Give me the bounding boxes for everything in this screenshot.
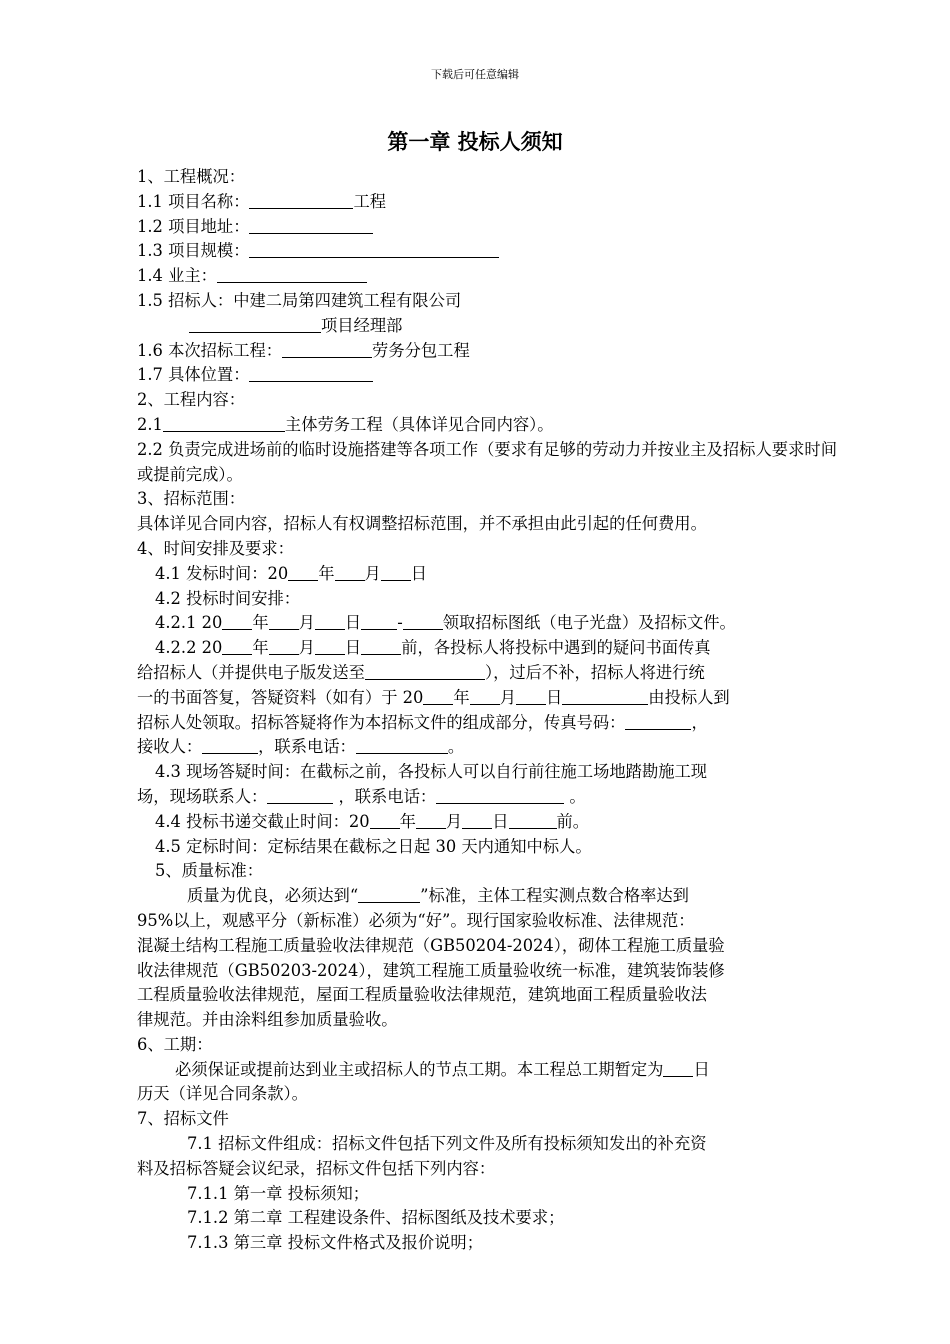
document-body xyxy=(137,165,837,1256)
blank xyxy=(470,687,500,705)
schedule-4-2-2-cont xyxy=(137,661,837,686)
text-fragment: 年 xyxy=(399,811,416,831)
text-fragment: 年 xyxy=(252,613,269,633)
quality-line-6: 律规范。并由涂料组参加质量验收。 xyxy=(137,1010,398,1030)
blank xyxy=(249,364,373,382)
text-fragment: 质量为优良，必须达到“ xyxy=(187,886,359,906)
duration-line-2: 历天（详见合同条款）。 xyxy=(137,1084,308,1104)
owner-line xyxy=(137,264,837,289)
blank xyxy=(436,786,564,804)
quality-line-3: 混凝土结构工程施工质量验收法律规范（GB50204-2024），砌体工程施工质量验 xyxy=(137,935,725,955)
text-fragment: ”标准，主体工程实测点数合格率达到 xyxy=(420,886,689,906)
blank xyxy=(315,612,345,630)
text-fragment: 日 xyxy=(693,1059,710,1079)
text-fragment: 。 xyxy=(447,737,465,757)
section-4-heading: 4、时间安排及要求： xyxy=(137,538,294,558)
quality-line-4: 收法律规范（GB50203-2024），建筑工程施工质量验收统一标准，建筑装饰装修 xyxy=(137,960,725,980)
text-fragment: 1.3 项目规模： xyxy=(137,241,250,261)
blank xyxy=(267,786,333,804)
text-fragment: ），过后不补，招标人将进行统 xyxy=(484,662,705,682)
text-fragment: 日 xyxy=(344,638,362,658)
docs-item-2: 7.1.2 第二章 工程建设条件、招标图纸及技术要求； xyxy=(187,1208,565,1228)
text-fragment: 1.7 具体位置： xyxy=(137,365,250,385)
docs-item-3: 7.1.3 第三章 投标文件格式及报价说明； xyxy=(187,1233,483,1253)
text-fragment: 招标人处领取。招标答疑将作为本招标文件的组成部分，传真号码： xyxy=(137,712,626,732)
site-contact-line xyxy=(137,785,837,810)
text-fragment: 项目经理部 xyxy=(321,315,403,335)
blank xyxy=(217,265,367,283)
text-fragment: 劳务分包工程 xyxy=(372,340,470,360)
blank xyxy=(562,687,648,705)
blank xyxy=(222,612,252,630)
text-fragment: ，联系电话： xyxy=(258,737,356,757)
blank xyxy=(361,637,401,655)
text-fragment: 给招标人（并提供电子版发送至 xyxy=(137,662,365,682)
chapter-title: 第一章 投标人须知 xyxy=(387,129,563,154)
text-fragment: 领取招标图纸（电子光盘）及招标文件。 xyxy=(442,613,736,633)
duration-line-1 xyxy=(137,1058,837,1083)
blank xyxy=(269,612,299,630)
deadline-line xyxy=(137,810,837,835)
text-fragment: 4.4 投标书递交截止时间：20 xyxy=(155,811,370,831)
text-fragment: 一的书面答复，答疑资料（如有）于 20 xyxy=(137,687,424,707)
text-fragment: 4.2.1 20 xyxy=(155,613,223,633)
blank xyxy=(356,736,448,754)
text-fragment: 年 xyxy=(453,687,470,707)
blank xyxy=(423,687,453,705)
text-fragment: 日 xyxy=(410,563,428,583)
receiver-line xyxy=(137,735,837,760)
text-fragment: 场，现场联系人： xyxy=(137,786,268,806)
text-fragment: 日 xyxy=(492,811,509,831)
fax-line xyxy=(137,711,837,736)
docs-item-1: 7.1.1 第一章 投标须知； xyxy=(187,1183,370,1203)
blank xyxy=(202,736,258,754)
site-qa-line: 4.3 现场答疑时间：在截标之前，各投标人可以自行前往施工场地踏勘施工现 xyxy=(155,762,708,782)
quality-line-1 xyxy=(137,884,837,909)
blank xyxy=(269,637,299,655)
quality-line-2: 95%以上，观感平分（新标准）必须为“好”。现行国家验收标准、法律规范： xyxy=(137,910,695,930)
bid-schedule-line: 4.2 投标时间安排： xyxy=(155,588,301,608)
tenderer-line: 1.5 招标人：中建二局第四建筑工程有限公司 xyxy=(137,290,462,310)
text-fragment: 月 xyxy=(445,811,463,831)
section-2-heading: 2、工程内容： xyxy=(137,390,246,410)
text-fragment: 4.2.2 20 xyxy=(155,638,223,658)
text-fragment: 1.4 业主： xyxy=(137,266,217,286)
location-line xyxy=(137,363,837,388)
text-fragment: 4.1 发标时间：20 xyxy=(155,563,289,583)
text-fragment: 月 xyxy=(364,563,381,583)
blank xyxy=(625,712,691,730)
schedule-4-2-2 xyxy=(137,636,837,661)
project-name-line xyxy=(137,190,837,215)
text-fragment: 主体劳务工程（具体详见合同内容）。 xyxy=(284,414,554,434)
award-time-line: 4.5 定标时间：定标结果在截标之日起 30 天内通知中标人。 xyxy=(155,836,592,856)
schedule-4-2-2-answer xyxy=(137,686,837,711)
scope-text: 具体详见合同内容，招标人有权调整招标范围，并不承担由此引起的任何费用。 xyxy=(137,514,707,534)
section-5-heading: 5、质量标准： xyxy=(155,861,264,881)
text-fragment: 前，各投标人将投标中遇到的疑问书面传真 xyxy=(401,638,711,658)
text-fragment: 1.2 项目地址： xyxy=(137,216,250,236)
schedule-4-2-1 xyxy=(137,611,837,636)
blank xyxy=(358,885,420,903)
section-3-heading: 3、招标范围： xyxy=(137,489,246,509)
blank xyxy=(288,563,318,581)
blank xyxy=(361,612,397,630)
text-fragment: 年 xyxy=(318,563,335,583)
blank xyxy=(516,687,546,705)
blank xyxy=(282,340,372,358)
page-header: 下载后可任意编辑 xyxy=(431,68,519,81)
blank xyxy=(365,662,485,680)
project-dept-line xyxy=(137,314,837,339)
blank xyxy=(509,811,557,829)
tender-project-line xyxy=(137,339,837,364)
blank xyxy=(462,811,492,829)
text-fragment: 。 xyxy=(564,786,586,806)
blank xyxy=(249,191,353,209)
blank xyxy=(335,563,365,581)
text-fragment: 月 xyxy=(499,687,516,707)
text-fragment: ，联系电话： xyxy=(333,786,437,806)
text-fragment: ， xyxy=(691,712,708,732)
docs-line-2: 料及招标答疑会议纪录，招标文件包括下列内容： xyxy=(137,1158,496,1178)
blank xyxy=(249,216,373,234)
text-fragment: 前。 xyxy=(556,811,590,831)
quality-line-5: 工程质量验收法律规范，屋面工程质量验收法律规范，建筑地面工程质量验收法 xyxy=(137,985,707,1005)
text-fragment: 日 xyxy=(344,613,362,633)
section-7-heading: 7、招标文件 xyxy=(137,1109,229,1129)
blank xyxy=(663,1059,693,1077)
text-fragment: 接收人： xyxy=(137,737,203,757)
blank xyxy=(403,612,443,630)
text-fragment: 年 xyxy=(252,638,269,658)
release-time-line xyxy=(137,562,837,587)
blank xyxy=(249,240,499,258)
blank xyxy=(163,414,285,432)
blank xyxy=(381,563,411,581)
text-fragment: 月 xyxy=(298,638,315,658)
project-address-line xyxy=(137,215,837,240)
text-fragment: - xyxy=(397,613,403,633)
blank xyxy=(222,637,252,655)
text-fragment: 1.6 本次招标工程： xyxy=(137,340,283,360)
blank xyxy=(315,637,345,655)
docs-line-1: 7.1 招标文件组成：招标文件包括下列文件及所有投标须知发出的补充资 xyxy=(187,1134,707,1154)
blank xyxy=(189,315,321,333)
section-1-heading: 1、工程概况： xyxy=(137,167,246,186)
text-fragment: 1.1 项目名称： xyxy=(137,191,250,211)
section-6-heading: 6、工期： xyxy=(137,1034,213,1054)
text-fragment: 2.1 xyxy=(137,414,163,434)
text-fragment: 日 xyxy=(546,687,563,707)
text-fragment: 月 xyxy=(298,613,315,633)
content-2-2: 2.2 负责完成进场前的临时设施搭建等各项工作（要求有足够的劳动力并按业主及招标人要求时间或提前完成）。 xyxy=(137,439,837,484)
text-fragment: 工程 xyxy=(353,191,387,211)
text-fragment: 由投标人到 xyxy=(648,687,730,707)
content-2-1 xyxy=(137,413,837,438)
text-fragment: 必须保证或提前达到业主或招标人的节点工期。本工程总工期暂定为 xyxy=(175,1059,664,1079)
blank xyxy=(370,811,400,829)
project-scale-line xyxy=(137,239,837,264)
blank xyxy=(416,811,446,829)
